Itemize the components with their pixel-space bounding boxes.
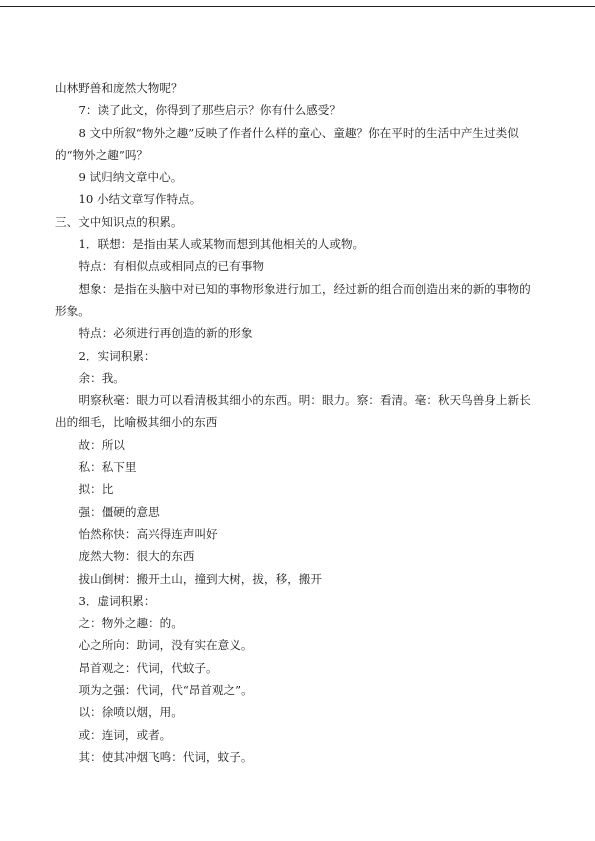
- paragraph: 昂首观之：代词，代蚊子。: [78, 660, 218, 675]
- paragraph: 故：所以: [78, 437, 125, 452]
- paragraph: 之：物外之趣：的。: [78, 616, 183, 631]
- paragraph: 强：僵硬的意思: [78, 504, 160, 519]
- paragraph: 8 文中所叙“物外之趣”反映了作者什么样的童心、童趣？你在平时的生活中产生过类似的“物外之趣”吗？: [55, 125, 519, 162]
- paragraph: 3．虚词积累：: [78, 593, 156, 608]
- paragraph: 9 试归纳文章中心。: [78, 170, 183, 185]
- paragraph: 特点：有相似点或相同点的已有事物: [78, 259, 265, 274]
- paragraph: 想象：是指在头脑中对已知的事物形象进行加工，经过新的组合而创造出来的新的事物的形象。: [55, 281, 531, 318]
- paragraph: 7：读了此文，你得到了那些启示？你有什么感受？: [78, 103, 341, 118]
- paragraph: 怡然称快：高兴得连声叫好: [78, 526, 218, 541]
- header-rule: [0, 6, 595, 7]
- paragraph: 特点：必须进行再创造的新的形象: [78, 326, 253, 341]
- paragraph: 拟：比: [78, 482, 114, 497]
- paragraph: 拔山倒树：搬开土山，撞到大树，拔，移，搬开: [78, 571, 322, 586]
- paragraph: 三、文中知识点的积累。: [55, 214, 183, 229]
- paragraph: 余：我。: [78, 370, 125, 385]
- paragraph: 10 小结文章写作特点。: [78, 192, 202, 207]
- paragraph: 山林野兽和庞然大物呢？: [55, 81, 183, 95]
- paragraph: 庞然大物：很大的东西: [78, 549, 195, 564]
- paragraph: 私：私下里: [78, 460, 137, 475]
- paragraph: 心之所向：助词，没有实在意义。: [78, 638, 253, 653]
- document-body: [55, 77, 540, 768]
- paragraph: 以：徐喷以烟，用。: [78, 705, 183, 720]
- paragraph: 2．实词积累：: [78, 348, 156, 363]
- paragraph: 其：使其冲烟飞鸣：代词，蚊子。: [78, 749, 253, 764]
- paragraph: 或：连词，或者。: [78, 727, 172, 742]
- paragraph: 项为之强：代词，代“昂首观之”。: [78, 683, 253, 698]
- paragraph: 明察秋毫：眼力可以看清极其细小的东西。明：眼力。察：看清。毫：秋天鸟兽身上新长出的细毛，比喻极其细小的东西: [55, 393, 531, 430]
- paragraph: 1．联想：是指由某人或某物而想到其他相关的人或物。: [78, 237, 365, 252]
